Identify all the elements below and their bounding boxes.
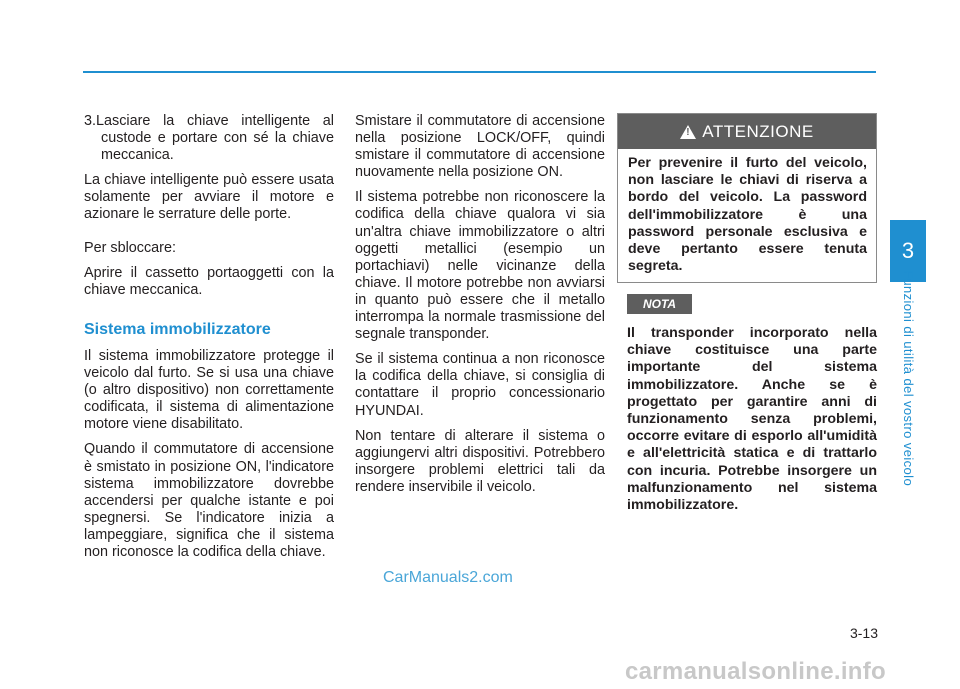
warning-icon: ! (680, 125, 696, 139)
paragraph: Se il sistema continua a non riconosce la codifica della chiave, si consiglia di contattare il proprio concessionario HYUNDAI. (355, 351, 605, 419)
paragraph: Aprire il cassetto portaoggetti con la chiave meccanica. (84, 264, 334, 298)
page-number: 3-13 (849, 625, 878, 641)
left-column (84, 113, 334, 569)
warning-title: ATTENZIONE (702, 121, 814, 141)
chapter-title: Funzioni di utilità del vostro veicolo (901, 270, 916, 487)
footer-watermark: carmanualsonline.info (625, 658, 887, 685)
paragraph: Il sistema potrebbe non riconoscere la codifica della chiave qualora vi sia un'altra chiave immobilizzatore o altri oggetti metallici (esempio un portachiavi) nelle vicinanze della chiave. Il motore potrebbe non avviarsi in quanto può essere che il metallo interrompa la normale trasmissione del segnale transponder. (355, 189, 605, 343)
warning-header (618, 114, 876, 149)
paragraph: Per sbloccare: (84, 239, 176, 256)
note-text: Il transponder incorporato nella chiave costituisce una parte importante del sistema immobilizzatore. Anche se è progettato per garantire anni di funzionamento senza problemi, occorre evitare di esporlo all'umidità e all'elettricità statica e di trattarlo con incuria. Potrebbe insorgere un malfunzionamento nel sistema immobilizzatore. (627, 325, 877, 514)
paragraph: Il sistema immobilizzatore protegge il veicolo dal furto. Se si usa una chiave (o altro dispositivo) non correttamente codificata, il sistema di alimentazione motore viene disabilitato. (84, 347, 334, 433)
middle-column (355, 113, 605, 504)
chapter-tab: 3 (890, 220, 926, 282)
list-item-3: 3.Lasciare la chiave intelligente al custode e portare con sé la chiave meccanica. (84, 113, 334, 164)
paragraph: Non tentare di alterare il sistema o aggiungervi altri dispositivi. Potrebbero insorgere problemi elettrici tali da rendere inservibile il veicolo. (355, 427, 605, 495)
section-heading: Sistema immobilizzatore (84, 320, 271, 338)
paragraph: Smistare il commutatore di accensione nella posizione LOCK/OFF, quindi smistare il commutatore di accensione nuovamente nella posizione ON. (355, 113, 605, 181)
watermark[interactable]: CarManuals2.com (383, 569, 513, 586)
top-rule (83, 71, 876, 73)
paragraph: Quando il commutatore di accensione è smistato in posizione ON, l'indicatore sistema immobilizzatore dovrebbe accendersi per qualche istante e poi spegnersi. Se l'indicatore inizia a lampeggiare, significa che il sistema non riconosce la codifica della chiave. (84, 441, 334, 560)
note-label: NOTA (627, 294, 692, 314)
warning-text: Per prevenire il furto del veicolo, non lasciare le chiavi di riserva a bordo del veicolo. La password dell'immobilizzatore è una password personale esclusiva e deve pertanto essere tenuta segreta. (628, 155, 867, 275)
paragraph: La chiave intelligente può essere usata solamente per avviare il motore e azionare le serrature delle porte. (84, 172, 334, 223)
warning-box (617, 113, 877, 283)
